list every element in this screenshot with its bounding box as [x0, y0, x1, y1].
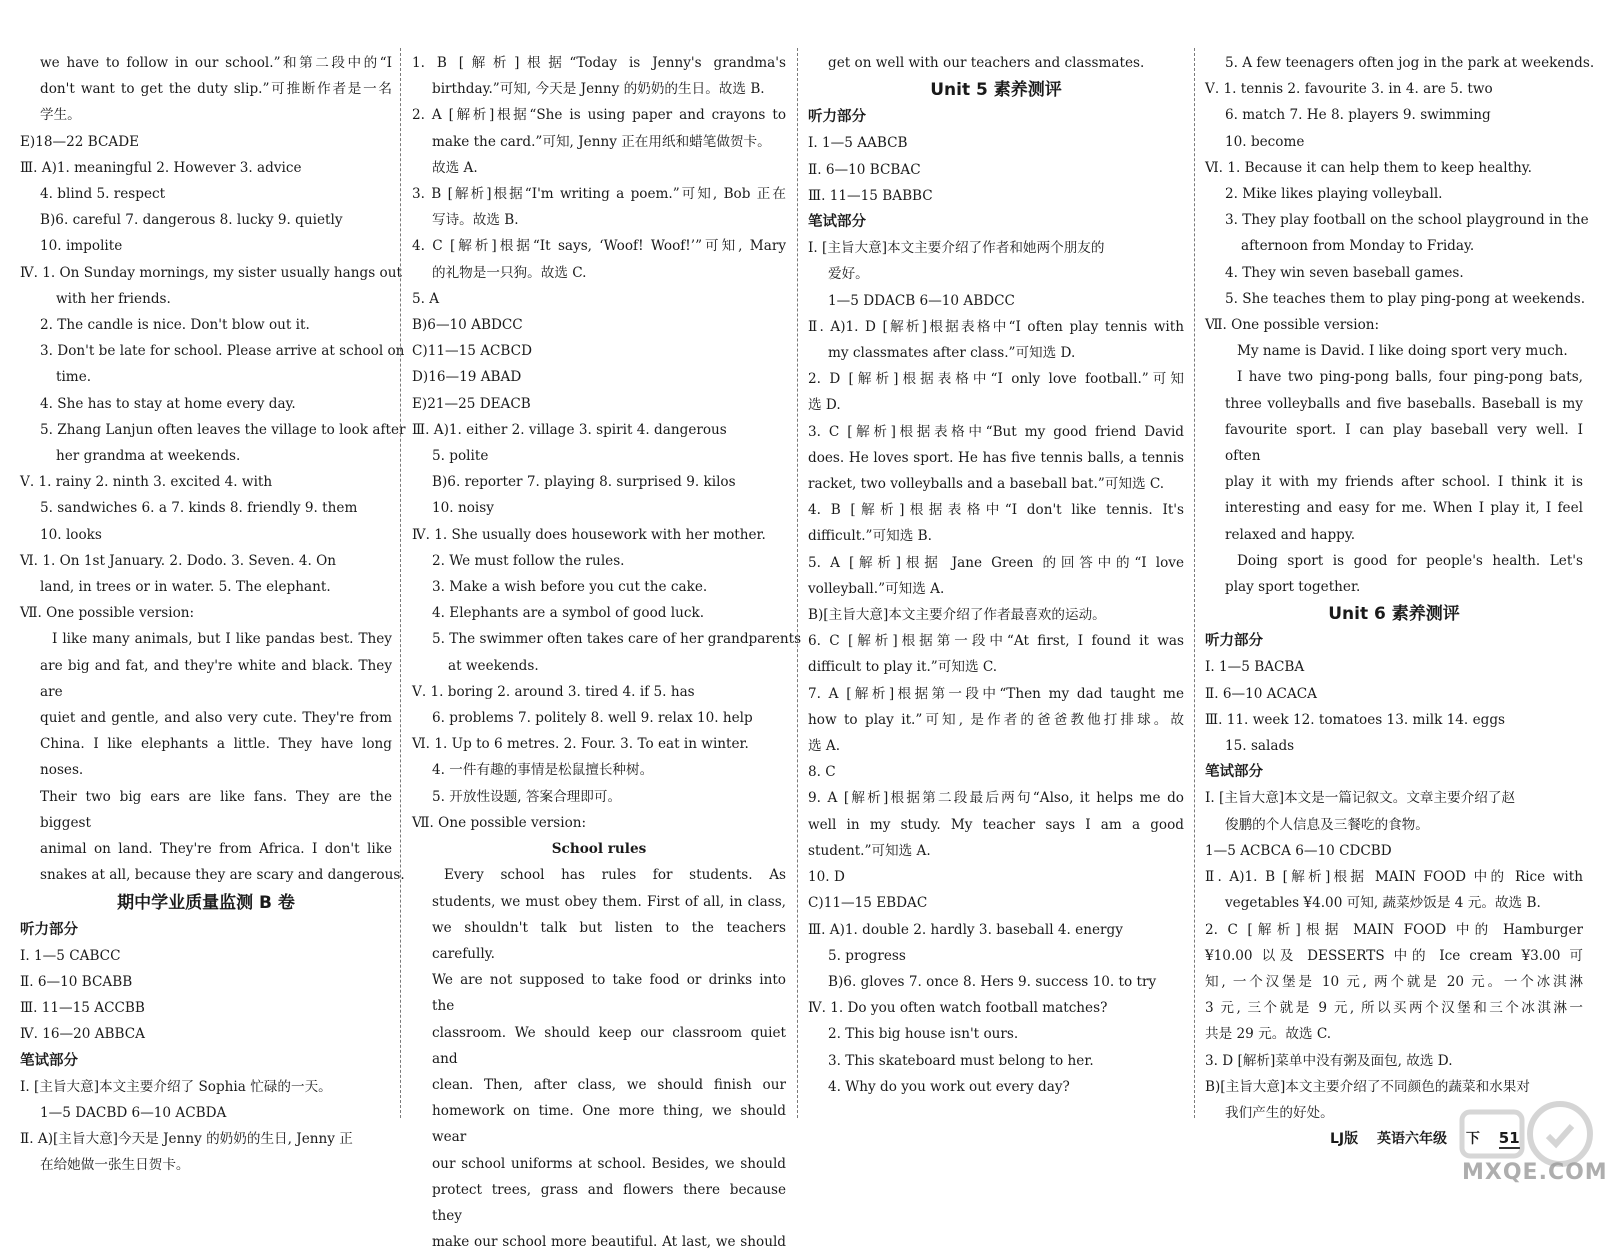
text-line: 5. polite	[432, 448, 489, 465]
text-line: 选 A.	[808, 738, 841, 755]
text-line: C)11—15 EBDAC	[808, 895, 928, 912]
text-line: 在给她做一张生日贺卡。	[40, 1157, 190, 1174]
text-line: Ⅴ. 1. boring 2. around 3. tired 4. if 5. has	[412, 683, 695, 700]
text-line: Ⅴ. 1. tennis 2. favourite 3. in 4. are 5. two	[1205, 81, 1493, 98]
text-line: Ⅱ. A)[主旨大意]今天是 Jenny 的奶奶的生日, Jenny 正	[20, 1131, 353, 1148]
text-line: Ⅲ. A)1. meaningful 2. However 3. advice	[20, 159, 302, 176]
text-line: 10. looks	[40, 526, 102, 543]
text-line: 5. The swimmer often takes care of her grandparents	[432, 631, 802, 648]
text-line: ¥10.00 以及 DESSERTS 中的 Ice cream ¥3.00 可	[1205, 947, 1583, 964]
text-line: homework on time. One more thing, we should wear	[432, 1103, 786, 1146]
text-line: relaxed and happy.	[1225, 526, 1356, 543]
text-line: My name is David. I like doing sport very much.	[1237, 343, 1568, 360]
text-line: E)21—25 DEACB	[412, 395, 531, 412]
text-line: 3. D [解析]菜单中没有粥及面包, 故选 D.	[1205, 1052, 1453, 1069]
text-line: Ⅲ. A)1. double 2. hardly 3. baseball 4. energy	[808, 921, 1123, 938]
text-line: interesting and easy for me. When I play it, I feel	[1225, 500, 1583, 517]
text-line: 听力部分	[1205, 633, 1263, 650]
text-line: D)16—19 ABAD	[412, 369, 522, 386]
text-line: Ⅰ. [主旨大意]本文是一篇记叙文。文章主要介绍了赵	[1205, 790, 1516, 807]
text-line: 4. Elephants are a symbol of good luck.	[432, 605, 705, 622]
text-line: 听力部分	[808, 109, 866, 126]
text-line: 1—5 DDACB 6—10 ABDCC	[828, 292, 1015, 309]
text-line: students, we must obey them. First of all, in class,	[432, 893, 786, 910]
text-line: Ⅶ. One possible version:	[412, 814, 587, 831]
text-line: 故选 A.	[432, 159, 478, 176]
text-line: make our school more beautiful. At last, we should	[432, 1234, 786, 1251]
text-line: Ⅱ. 6—10 BCBAC	[808, 161, 921, 178]
text-line: does. He loves sport. He has five tennis balls, a tennis	[808, 449, 1184, 466]
text-line: 2. The candle is nice. Don't blow out it.	[40, 317, 310, 334]
text-line: 2. C [解析]根据 MAIN FOOD 中的 Hamburger	[1205, 921, 1583, 938]
text-line: Ⅱ. A)1. B [解析]根据 MAIN FOOD 中的 Rice with	[1205, 869, 1583, 886]
text-line: 1—5 ACBCA 6—10 CDCBD	[1205, 842, 1392, 859]
text-line: Ⅱ. 6—10 ACACA	[1205, 685, 1317, 702]
text-line: 笔试部分	[20, 1052, 78, 1069]
text-line: make the card.”可知, Jenny 正在用纸和蜡笔做贺卡。	[432, 133, 771, 150]
text-line: 选 D.	[808, 397, 841, 414]
text-line: at weekends.	[448, 657, 539, 674]
text-line: Ⅵ. 1. Up to 6 metres. 2. Four. 3. To eat in winter.	[412, 736, 749, 753]
text-line: 6. problems 7. politely 8. well 9. relax 10. help	[432, 710, 753, 727]
text-line: 5. A [解析]根据 Jane Green 的回答中的“I love	[808, 554, 1184, 571]
text-line: 俊鹏的个人信息及三餐吃的食物。	[1225, 816, 1429, 833]
text-line: 6. match 7. He 8. players 9. swimming	[1225, 107, 1491, 124]
text-line: B)6—10 ABDCC	[412, 317, 523, 334]
text-line: 3. C [解析]根据表格中“But my good friend David	[808, 423, 1184, 440]
text-line: 1—5 DACBD 6—10 ACBDA	[40, 1104, 227, 1121]
text-line: difficult to play it.”可知选 C.	[808, 659, 998, 676]
text-line: 3 元, 三个就是 9 元, 所以买两个汉堡和三个冰淇淋一	[1205, 1000, 1583, 1017]
text-line: Ⅴ. 1. rainy 2. ninth 3. excited 4. with	[20, 474, 273, 491]
text-line: are big and fat, and they're white and black. They are	[40, 657, 392, 700]
text-line: Ⅳ. 1. She usually does housework with her mother.	[412, 526, 766, 543]
text-line: 3. This skateboard must belong to her.	[828, 1052, 1094, 1069]
text-line: her grandma at weekends.	[56, 448, 241, 465]
text-line: B)6. careful 7. dangerous 8. lucky 9. quietly	[40, 212, 343, 229]
text-line: birthday.”可知, 今天是 Jenny 的奶奶的生日。故选 B.	[432, 81, 765, 98]
text-line: 3. Make a wish before you cut the cake.	[432, 579, 708, 596]
text-line: 5. sandwiches 6. a 7. kinds 8. friendly 9. them	[40, 500, 358, 517]
text-line: protect trees, grass and flowers there because they	[432, 1181, 786, 1224]
text-line: 3. They play football on the school playground in the	[1225, 212, 1589, 229]
text-line: Unit 5 素养测评	[930, 80, 1062, 101]
text-line: B)6. reporter 7. playing 8. surprised 9. kilos	[432, 474, 736, 491]
text-line: 10. impolite	[40, 238, 123, 255]
text-line: difficult.”可知选 B.	[808, 528, 932, 545]
text-line: Ⅲ. 11—15 ACCBB	[20, 1000, 145, 1017]
text-line: I like many animals, but I like pandas best. They	[52, 631, 392, 648]
text-line: 6. C [解析]根据第一段中“At first, I found it was	[808, 633, 1184, 650]
edition-label: LJ版	[1330, 1131, 1359, 1147]
text-line: E)18—22 BCADE	[20, 133, 140, 150]
text-line: Ⅵ. 1. On 1st January. 2. Dodo. 3. Seven. 4. On	[20, 552, 337, 569]
text-line: 10. D	[808, 869, 845, 886]
text-line: C)11—15 ACBCD	[412, 343, 532, 360]
text-line: I have two ping-pong balls, four ping-pong bats,	[1237, 369, 1583, 386]
text-line: student.”可知选 A.	[808, 842, 931, 859]
watermark-text: MXQE.COM	[1462, 1160, 1608, 1185]
text-line: 3. Don't be late for school. Please arrive at school on	[40, 343, 405, 360]
text-line: 4. 一件有趣的事情是松鼠擅长种树。	[432, 762, 654, 779]
text-line: 我们产生的好处。	[1225, 1104, 1334, 1121]
column-divider-3	[1194, 48, 1195, 1118]
page-number: 51	[1498, 1129, 1520, 1147]
text-line: Ⅱ. A)1. D [解析]根据表格中“I often play tennis with	[808, 318, 1184, 335]
text-line: Ⅳ. 16—20 ABBCA	[20, 1026, 145, 1043]
text-line: 4. B [解析]根据表格中“I don't like tennis. It's	[808, 502, 1184, 519]
text-line: Ⅰ. 1—5 AABCB	[808, 135, 908, 152]
text-line: Every school has rules for students. As	[444, 867, 786, 884]
text-line: 5. A	[412, 290, 440, 307]
text-line: 4. They win seven baseball games.	[1225, 264, 1464, 281]
text-line: 2. A [解析]根据“She is using paper and crayons to	[412, 107, 786, 124]
term-label: 下	[1465, 1131, 1480, 1147]
text-line: 4. She has to stay at home every day.	[40, 395, 296, 412]
text-line: 听力部分	[20, 921, 78, 938]
text-line: 5. progress	[828, 947, 906, 964]
text-line: land, in trees or in water. 5. The elephant.	[40, 579, 331, 596]
text-line: 5. Zhang Lanjun often leaves the village to look after	[40, 421, 406, 438]
text-line: 笔试部分	[1205, 764, 1263, 781]
text-line: Ⅲ. 11—15 BABBC	[808, 187, 933, 204]
text-line: Ⅶ. One possible version:	[1205, 317, 1380, 334]
text-line: 写诗。故选 B.	[432, 212, 519, 229]
text-line: animal on land. They're from Africa. I don't like	[40, 841, 392, 858]
text-line: Ⅵ. 1. Because it can help them to keep healthy.	[1205, 159, 1533, 176]
text-line: Ⅰ. [主旨大意]本文主要介绍了作者和她两个朋友的	[808, 240, 1105, 257]
text-line: 4. Why do you work out every day?	[828, 1078, 1070, 1095]
text-line: 1. B [解析]根据“Today is Jenny's grandma's	[412, 55, 786, 71]
text-line: 10. become	[1225, 133, 1305, 150]
text-line: vegetables ¥4.00 可知, 蔬菜炒饭是 4 元。故选 B.	[1225, 895, 1541, 912]
text-line: 爱好。	[828, 266, 869, 283]
text-line: 5. A few teenagers often jog in the park at weekends.	[1225, 55, 1595, 71]
text-line: China. I like elephants a little. They have long noses.	[40, 736, 392, 779]
text-line: we have to follow in our school.”和第二段中的“I	[40, 55, 392, 71]
text-line: B)[主旨大意]本文主要介绍了作者最喜欢的运动。	[808, 607, 1106, 624]
text-line: with her friends.	[56, 290, 171, 307]
text-line: 2. Mike likes playing volleyball.	[1225, 186, 1443, 203]
text-line: 8. C	[808, 764, 836, 781]
text-line: 的礼物是一只狗。故选 C.	[432, 264, 587, 281]
text-line: 3. B [解析]根据“I'm writing a poem.”可知, Bob 正在	[412, 186, 786, 203]
text-line: well in my study. My teacher says I am a good	[808, 816, 1184, 833]
text-line: 2. This big house isn't ours.	[828, 1026, 1019, 1043]
text-line: Ⅲ. A)1. either 2. village 3. spirit 4. dangerous	[412, 421, 727, 438]
text-line: 15. salads	[1225, 738, 1295, 755]
text-line: classroom. We should keep our classroom quiet and	[432, 1024, 786, 1067]
text-line: 4. blind 5. respect	[40, 186, 166, 203]
text-line: play it with my friends after school. I think it is	[1225, 474, 1583, 491]
text-line: Unit 6 素养测评	[1328, 604, 1460, 625]
text-line: 笔试部分	[808, 214, 866, 231]
text-line: get on well with our teachers and classmates.	[828, 55, 1145, 71]
column-divider-2	[797, 48, 798, 1118]
text-line: quiet and gentle, and also very cute. They're from	[40, 710, 392, 727]
text-line: snakes at all, because they are scary and dangerous.	[40, 867, 405, 884]
text-line: Ⅲ. 11. week 12. tomatoes 13. milk 14. eggs	[1205, 711, 1505, 728]
text-line: Ⅰ. [主旨大意]本文主要介绍了 Sophia 忙碌的一天。	[20, 1078, 332, 1095]
text-line: three volleyballs and five baseballs. Baseball is my	[1225, 395, 1583, 412]
text-line: 7. A [解析]根据第一段中“Then my dad taught me	[808, 685, 1184, 702]
text-line: we shouldn't talk but listen to the teachers carefully.	[432, 919, 786, 962]
text-line: racket, two volleyballs and a baseball bat.”可知选 C.	[808, 476, 1165, 493]
text-line: 共是 29 元。故选 C.	[1205, 1026, 1332, 1043]
column-2	[412, 50, 802, 1251]
text-line: 期中学业质量监测 B 卷	[117, 892, 295, 913]
text-line: my classmates after class.”可知选 D.	[828, 345, 1076, 362]
text-line: School rules	[551, 841, 647, 858]
text-line: 10. noisy	[432, 500, 494, 517]
text-line: Their two big ears are like fans. They are the biggest	[40, 788, 392, 831]
column-1	[20, 50, 406, 1174]
text-line: Ⅰ. 1—5 BACBA	[1205, 659, 1305, 676]
column-3	[808, 50, 1184, 1110]
text-line: We are not supposed to take food or drinks into the	[432, 972, 786, 1015]
text-line: Ⅰ. 1—5 CABCC	[20, 947, 121, 964]
subject-label: 英语六年级	[1377, 1131, 1448, 1147]
text-line: clean. Then, after class, we should finish our	[432, 1076, 786, 1093]
text-line: Ⅳ. 1. Do you often watch football matches?	[808, 1000, 1108, 1017]
text-line: B)6. gloves 7. once 8. Hers 9. success 10. to try	[828, 973, 1157, 990]
text-line: Ⅶ. One possible version:	[20, 605, 195, 622]
text-line: 2. D [解析]根据表格中“I only love football.”可知	[808, 371, 1184, 388]
text-line: 2. We must follow the rules.	[432, 552, 625, 569]
text-line: 知, 一个汉堡是 10 元, 两个就是 20 元。一个冰淇淋	[1205, 973, 1583, 990]
text-line: favourite sport. I can play baseball very well. I often	[1225, 421, 1583, 465]
text-line: our school uniforms at school. Besides, we should	[432, 1155, 786, 1172]
text-line: 5. 开放性设题, 答案合理即可。	[432, 788, 622, 805]
text-line: 学生。	[40, 107, 81, 124]
text-line: Doing sport is good for people's health. Let's	[1237, 552, 1583, 569]
text-line: Ⅳ. 1. On Sunday mornings, my sister usually hangs out	[20, 264, 402, 281]
text-line: time.	[56, 369, 92, 386]
column-divider-1	[400, 48, 401, 1118]
text-line: volleyball.”可知选 A.	[808, 580, 945, 597]
text-line: 9. A [解析]根据第二段最后两句“Also, it helps me do	[808, 790, 1184, 807]
text-line: 5. She teaches them to play ping-pong at weekends.	[1225, 290, 1586, 307]
text-line: don't want to get the duty slip.”可推断作者是一名	[40, 81, 392, 98]
text-line: Ⅱ. 6—10 BCABB	[20, 973, 133, 990]
text-line: play sport together.	[1225, 579, 1361, 596]
column-4	[1205, 50, 1595, 1121]
text-line: 4. C [解析]根据“It says, ‘Woof! Woof!’”可知, Mary	[412, 238, 786, 255]
text-line: afternoon from Monday to Friday.	[1241, 238, 1475, 255]
text-line: how to play it.”可知, 是作者的爸爸教他打排球。故	[808, 711, 1184, 728]
text-line: B)[主旨大意]本文主要介绍了不同颜色的蔬菜和水果对	[1205, 1078, 1530, 1095]
